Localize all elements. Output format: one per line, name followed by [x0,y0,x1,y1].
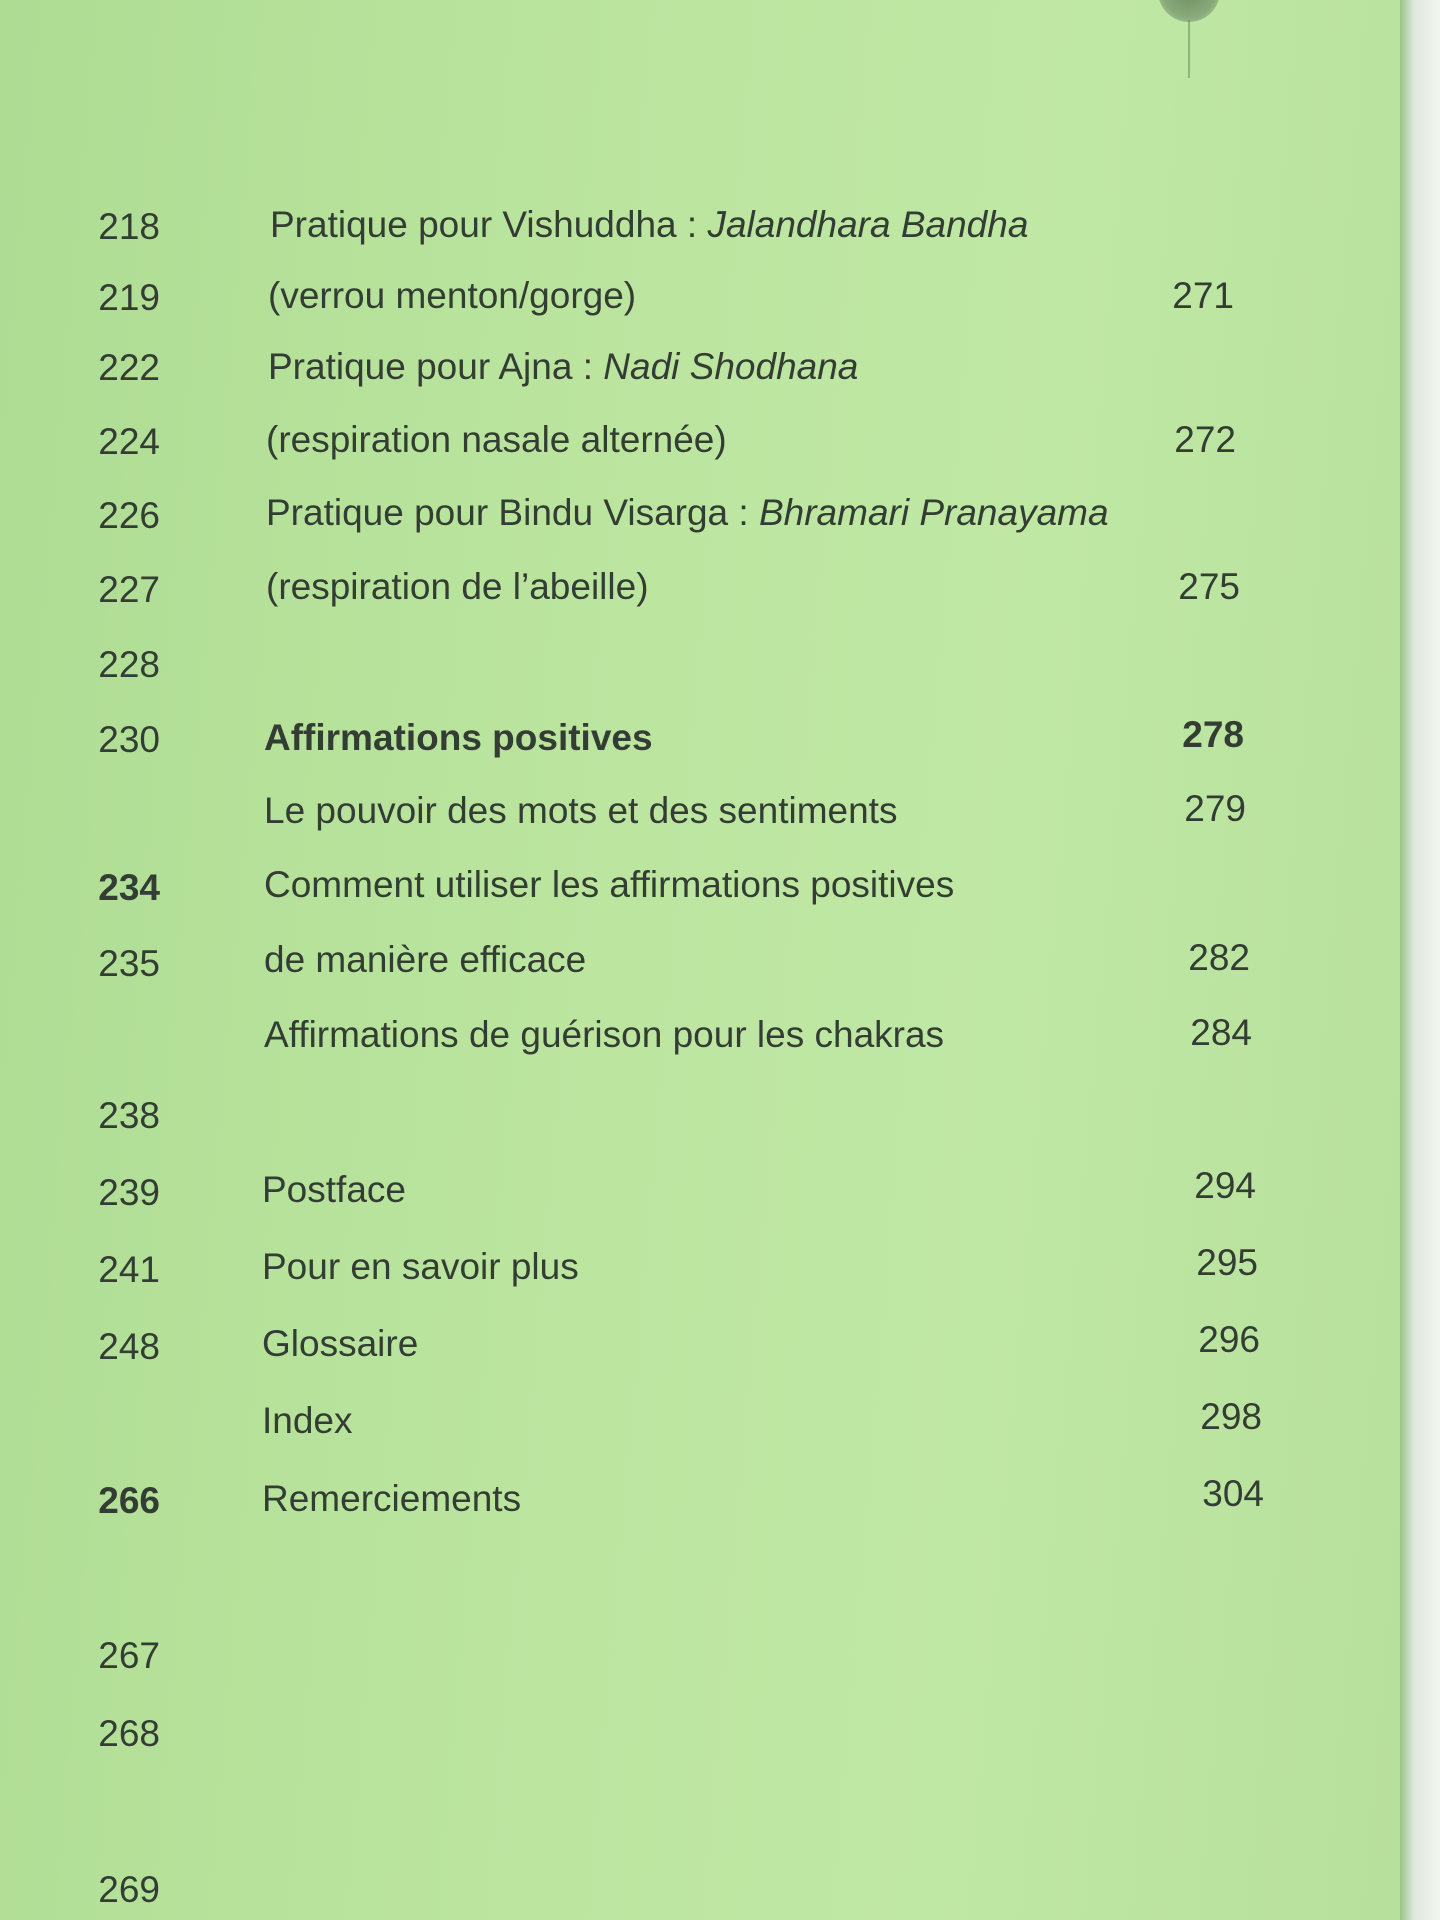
toc-entry-title: Pour en savoir plus [262,1246,579,1287]
left-number: 267 [98,1635,160,1676]
toc-entry-page: 279 [1184,788,1246,829]
toc-entry-title: Pratique pour Ajna : Nadi Shodhana [268,346,859,387]
toc-entry-title: Pratique pour Bindu Visarga : Bhramari Pranayama [266,492,1109,533]
toc-entry-title: Index [262,1400,353,1441]
toc-section-title: Affirmations positives [264,717,653,758]
left-number: 226 [98,495,160,536]
toc-entry-title: Le pouvoir des mots et des sentiments [264,790,898,831]
toc-entry-page: 275 [1178,566,1240,607]
toc-entry-page: 284 [1190,1012,1252,1053]
toc-entry-title: Comment utiliser les affirmations positives [264,864,955,905]
toc-entry-title: Pratique pour Vishuddha : Jalandhara Bandha [270,204,1029,245]
toc-entry-page: 296 [1198,1319,1260,1360]
toc-entry-page: 295 [1196,1242,1258,1283]
toc-entry-title: Postface [262,1169,406,1210]
left-number: 269 [98,1869,160,1910]
left-number: 241 [98,1249,160,1290]
toc-entry-title: (respiration nasale alternée) [266,419,727,460]
toc-entry-title: Glossaire [262,1323,419,1364]
toc-entry-title: (verrou menton/gorge) [268,275,637,316]
left-number: 239 [98,1172,160,1213]
toc-entry-title: Remerciements [262,1478,522,1519]
toc-entry-title: (respiration de l’abeille) [266,566,649,607]
left-number: 218 [98,206,160,247]
toc-entry-page: 294 [1194,1165,1256,1206]
page-edge [1400,0,1440,1920]
left-number: 266 [98,1480,160,1521]
toc-entry-title: de manière efficace [264,939,587,980]
left-number: 227 [98,569,160,610]
left-number: 219 [98,277,160,318]
toc-entry-page: 304 [1202,1473,1264,1514]
left-number: 248 [98,1326,160,1367]
toc-entry-page: 298 [1200,1396,1262,1437]
left-number: 234 [98,867,160,908]
left-number: 238 [98,1095,160,1136]
toc-entry-page: 271 [1172,275,1234,316]
left-number: 224 [98,421,160,462]
left-number: 228 [98,644,160,685]
left-number: 235 [98,943,160,984]
toc-entry-page: 282 [1188,937,1250,978]
toc-entry-page: 272 [1174,419,1236,460]
page-corner-mark-line [1188,20,1190,78]
left-number: 230 [98,719,160,760]
left-number: 268 [98,1713,160,1754]
toc-entry-title: Affirmations de guérison pour les chakras [264,1014,945,1055]
left-number: 222 [98,347,160,388]
toc-entry-page: 278 [1182,714,1244,755]
